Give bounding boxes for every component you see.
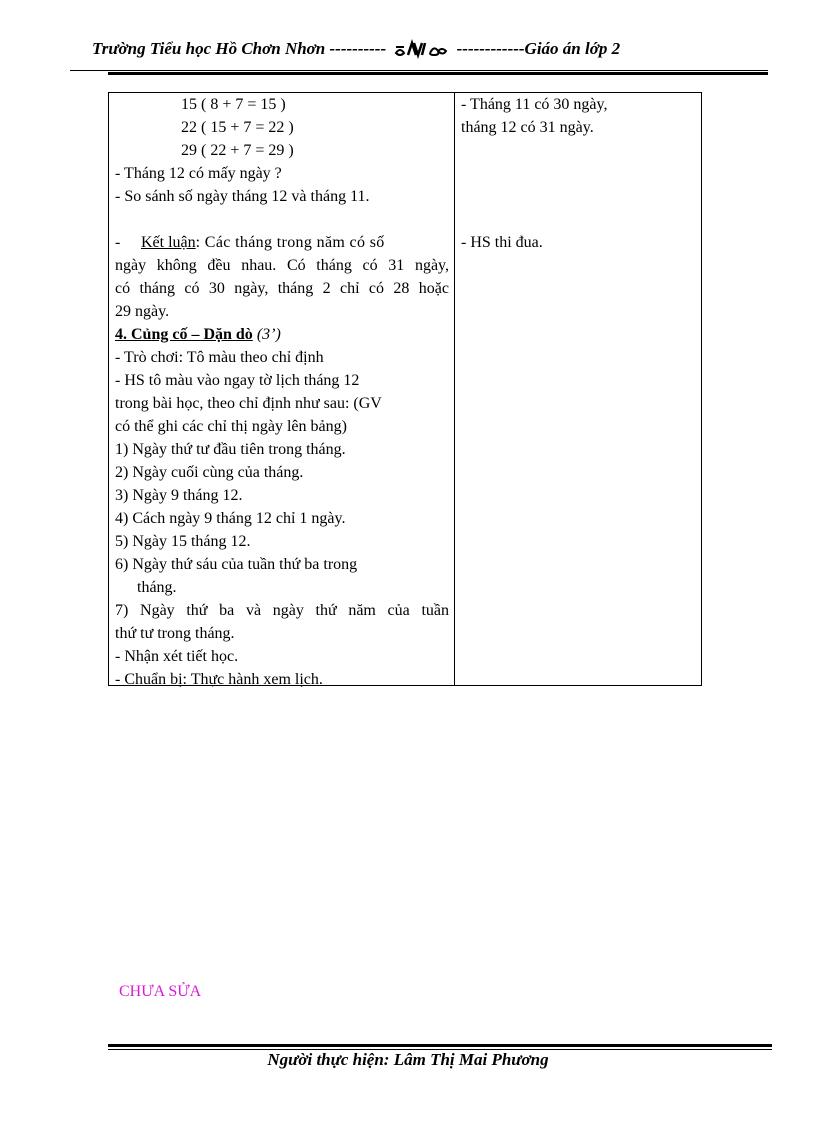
table-line: 22 ( 15 + 7 = 22 ) xyxy=(181,119,294,136)
list-item: 7) Ngày thứ ba và ngày thứ năm của tuần xyxy=(115,602,449,619)
section-title: 4. Củng cố – Dặn dò xyxy=(115,326,253,343)
table-line: có thể ghi các chỉ thị ngày lên bảng) xyxy=(115,418,347,435)
bullet-dash: - xyxy=(115,234,121,251)
table-line: - So sánh số ngày tháng 12 và tháng 11. xyxy=(115,188,370,205)
list-item: 3) Ngày 9 tháng 12. xyxy=(115,487,243,504)
table-blank-line xyxy=(461,162,693,185)
table-line: ngày không đều nhau. Có tháng có 31 ngày, xyxy=(115,257,449,274)
header-subject: ------------Giáo án lớp 2 xyxy=(456,39,621,59)
table-blank-line xyxy=(461,185,693,208)
section-duration: (3’) xyxy=(256,326,281,343)
header-rule-thick xyxy=(108,72,768,75)
column-divider xyxy=(454,93,455,685)
list-item: 1) Ngày thứ tư đầu tiên trong tháng. xyxy=(115,441,346,458)
teacher-activity-column xyxy=(115,93,449,691)
table-line: - Chuẩn bị: Thực hành xem lịch. xyxy=(115,671,323,688)
table-line: - Nhận xét tiết học. xyxy=(115,648,239,665)
footer-rule-thick xyxy=(108,1044,772,1047)
status-note: CHƯA SỬA xyxy=(119,983,202,1000)
table-line: - Trò chơi: Tô màu theo chỉ định xyxy=(115,349,324,366)
table-blank-line xyxy=(461,139,693,162)
header-rule-thin xyxy=(70,70,768,71)
list-item: 2) Ngày cuối cùng của tháng. xyxy=(115,464,304,481)
table-blank-line xyxy=(461,208,693,231)
conclusion-text: : Các tháng trong năm có số xyxy=(195,234,385,251)
page-footer: Người thực hiện: Lâm Thị Mai Phương xyxy=(267,1050,549,1069)
table-line: - Tháng 12 có mấy ngày ? xyxy=(115,165,282,182)
student-activity-column xyxy=(461,93,693,254)
list-item: 4) Cách ngày 9 tháng 12 chỉ 1 ngày. xyxy=(115,510,346,527)
table-line: - HS tô màu vào ngay tờ lịch tháng 12 xyxy=(115,372,360,389)
list-item-continuation: tháng. xyxy=(137,579,177,596)
table-line: 15 ( 8 + 7 = 15 ) xyxy=(181,96,286,113)
header-school: Trường Tiểu học Hồ Chơn Nhơn ---------- xyxy=(92,39,387,59)
table-line: - Tháng 11 có 30 ngày, xyxy=(461,96,608,113)
table-line: tháng 12 có 31 ngày. xyxy=(461,119,594,136)
ornament-icon xyxy=(392,39,452,59)
table-line: 29 ( 22 + 7 = 29 ) xyxy=(181,142,294,159)
list-item: 6) Ngày thứ sáu của tuần thứ ba trong xyxy=(115,556,358,573)
page-header xyxy=(92,38,692,66)
section-heading xyxy=(115,323,449,346)
table-line: 29 ngày. xyxy=(115,303,170,320)
list-item-continuation: thứ tư trong tháng. xyxy=(115,625,235,642)
list-item: 5) Ngày 15 tháng 12. xyxy=(115,533,251,550)
table-line: trong bài học, theo chỉ định như sau: (GV xyxy=(115,395,382,412)
conclusion-line xyxy=(115,231,449,254)
table-blank-line xyxy=(115,208,449,231)
table-line: - HS thi đua. xyxy=(461,234,543,251)
lesson-table xyxy=(108,92,702,686)
conclusion-label: Kết luận xyxy=(141,234,196,251)
table-line: có tháng có 30 ngày, tháng 2 chỉ có 28 hoặc xyxy=(115,280,449,297)
